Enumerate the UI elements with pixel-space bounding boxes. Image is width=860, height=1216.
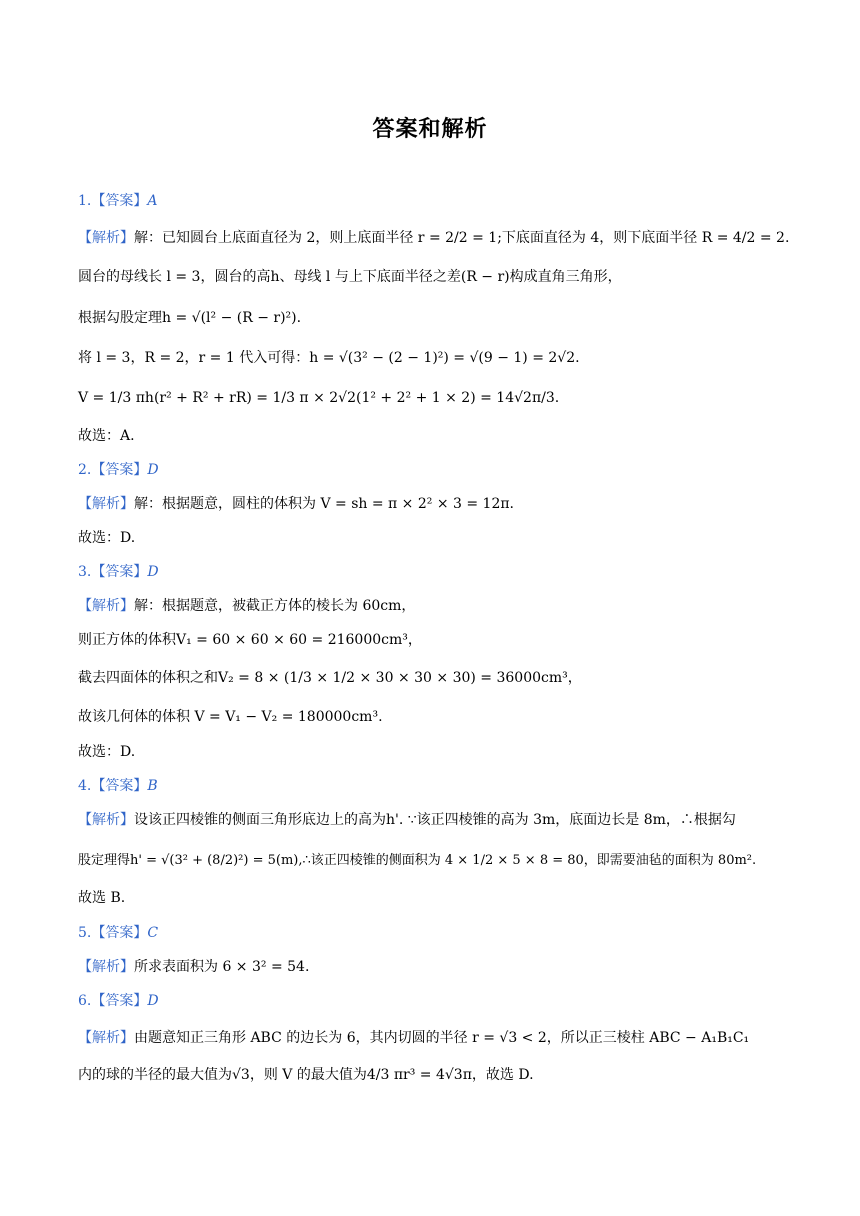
answer-value: C bbox=[147, 925, 159, 941]
analysis-tag: 【解析】 bbox=[78, 1030, 134, 1046]
analysis-line: 圆台的母线长 l = 3，圆台的高h、母线 l 与上下底面半径之差(R − r)构成直角三角形， bbox=[78, 269, 622, 285]
answer-tag: 【答案】 bbox=[91, 564, 148, 580]
analysis-text: 设该正四棱锥的侧面三角形底边上的高为h'. ∵该正四棱锥的高为 3m，底面边长是 8m，∴根据勾 bbox=[134, 812, 736, 828]
analysis-text: 解：根据题意，被截正方体的棱长为 60cm， bbox=[134, 598, 416, 614]
analysis-tag: 【解析】 bbox=[78, 496, 134, 512]
analysis-line: 故选 B. bbox=[78, 890, 126, 906]
analysis-tag: 【解析】 bbox=[78, 959, 134, 975]
question-number: 5. bbox=[78, 925, 92, 941]
analysis-text: 所求表面积为 6 × 3² = 54. bbox=[134, 959, 310, 975]
answer-tag: 【答案】 bbox=[91, 778, 148, 794]
analysis-line bbox=[78, 1027, 820, 1049]
answer-line-3 bbox=[78, 561, 820, 583]
answer-tag: 【答案】 bbox=[91, 993, 148, 1009]
answer-tag: 【答案】 bbox=[91, 925, 148, 941]
analysis-text: 由题意知正三角形 ABC 的边长为 6，其内切圆的半径 r = √3 < 2，所以正三棱柱 ABC − A₁B₁C₁ bbox=[134, 1030, 750, 1046]
analysis-line bbox=[78, 595, 820, 617]
analysis-line bbox=[78, 493, 820, 515]
question-number: 6. bbox=[78, 993, 92, 1009]
answer-value: A bbox=[147, 193, 158, 209]
analysis-text: 解：已知圆台上底面直径为 2，则上底面半径 r = 2/2 = 1;下底面直径为 4，则下底面半径 R = 4/2 = 2. bbox=[134, 230, 790, 246]
answer-line-1 bbox=[78, 190, 820, 212]
analysis-line: 故选：D. bbox=[78, 744, 136, 760]
answer-value: B bbox=[147, 778, 158, 794]
analysis-line: 则正方体的体积V₁ = 60 × 60 × 60 = 216000cm³， bbox=[78, 632, 422, 648]
analysis-tag: 【解析】 bbox=[78, 230, 134, 246]
answer-line-6 bbox=[78, 990, 820, 1012]
answer-line-5 bbox=[78, 922, 820, 944]
question-number: 1. bbox=[78, 193, 92, 209]
analysis-line: 截去四面体的体积之和V₂ = 8 × (1/3 × 1/2 × 30 × 30 × 30) = 36000cm³， bbox=[78, 670, 582, 686]
analysis-line: 故选：D. bbox=[78, 530, 136, 546]
analysis-line: V = 1/3 πh(r² + R² + rR) = 1/3 π × 2√2(1² + 2² + 1 × 2) = 14√2π/3. bbox=[78, 390, 560, 406]
answer-line-4 bbox=[78, 775, 820, 797]
question-number: 3. bbox=[78, 564, 92, 580]
analysis-line: 股定理得h' = √(3² + (8/2)²) = 5(m),∴该正四棱锥的侧面积为 4 × 1/2 × 5 × 8 = 80，即需要油毡的面积为 80m². bbox=[78, 853, 757, 868]
analysis-tag: 【解析】 bbox=[78, 812, 134, 828]
analysis-text: 解：根据题意，圆柱的体积为 V = sh = π × 2² × 3 = 12π. bbox=[134, 496, 515, 512]
answer-value: D bbox=[147, 564, 159, 580]
analysis-line: 故该几何体的体积 V = V₁ − V₂ = 180000cm³. bbox=[78, 709, 383, 725]
answer-line-2 bbox=[78, 459, 820, 481]
analysis-line: 根据勾股定理h = √(l² − (R − r)²). bbox=[78, 310, 302, 326]
analysis-line: 将 l = 3，R = 2，r = 1 代入可得：h = √(3² − (2 − 1)²) = √(9 − 1) = 2√2. bbox=[78, 350, 580, 366]
question-number: 4. bbox=[78, 778, 92, 794]
answer-value: D bbox=[147, 462, 159, 478]
analysis-tag: 【解析】 bbox=[78, 598, 134, 614]
page-title: 答案和解析 bbox=[372, 117, 488, 142]
analysis-line bbox=[78, 227, 820, 249]
answer-tag: 【答案】 bbox=[91, 193, 148, 209]
analysis-line: 故选：A. bbox=[78, 428, 135, 444]
analysis-line bbox=[78, 809, 820, 831]
question-number: 2. bbox=[78, 462, 92, 478]
answer-value: D bbox=[147, 993, 159, 1009]
analysis-line: 内的球的半径的最大值为√3，则 V 的最大值为4/3 πr³ = 4√3π，故选 D. bbox=[78, 1067, 534, 1083]
analysis-line bbox=[78, 956, 820, 978]
answer-tag: 【答案】 bbox=[91, 462, 148, 478]
